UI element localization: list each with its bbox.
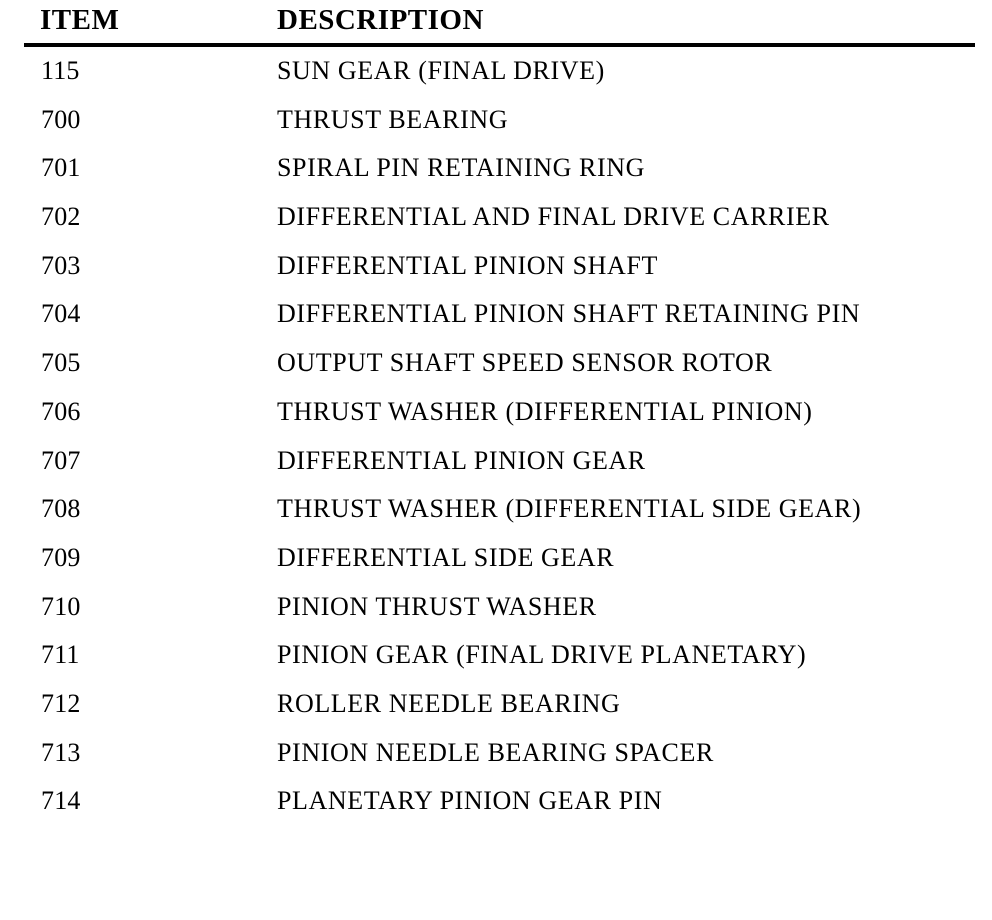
table-row bbox=[0, 584, 992, 633]
item-number: 700 bbox=[41, 104, 81, 134]
table-row bbox=[0, 632, 992, 681]
item-description: DIFFERENTIAL SIDE GEAR bbox=[277, 542, 615, 572]
item-description: DIFFERENTIAL AND FINAL DRIVE CARRIER bbox=[277, 202, 830, 232]
item-description: PINION NEEDLE BEARING SPACER bbox=[277, 737, 714, 767]
table-row bbox=[0, 194, 992, 243]
item-number: 707 bbox=[41, 445, 81, 475]
table-row bbox=[0, 389, 992, 438]
table-row bbox=[0, 145, 992, 194]
item-number: 702 bbox=[41, 202, 81, 232]
table-row bbox=[0, 243, 992, 292]
table-row bbox=[0, 291, 992, 340]
item-description: THRUST WASHER (DIFFERENTIAL PINION) bbox=[277, 396, 813, 426]
item-description: THRUST BEARING bbox=[277, 104, 509, 134]
item-number: 714 bbox=[41, 786, 81, 816]
item-number: 712 bbox=[41, 688, 81, 718]
table-row bbox=[0, 778, 992, 827]
item-number: 706 bbox=[41, 396, 81, 426]
table-row bbox=[0, 438, 992, 487]
table-row bbox=[0, 48, 992, 97]
item-description: PLANETARY PINION GEAR PIN bbox=[277, 786, 663, 816]
item-number: 115 bbox=[41, 56, 80, 85]
item-number: 709 bbox=[41, 542, 81, 572]
table-row bbox=[0, 681, 992, 730]
item-description: DIFFERENTIAL PINION GEAR bbox=[277, 445, 646, 475]
column-header-description: DESCRIPTION bbox=[277, 4, 484, 36]
item-description: OUTPUT SHAFT SPEED SENSOR ROTOR bbox=[277, 348, 773, 378]
header-divider bbox=[24, 43, 975, 47]
item-description: SPIRAL PIN RETAINING RING bbox=[277, 153, 646, 183]
item-number: 703 bbox=[41, 250, 81, 280]
table-header-row bbox=[0, 0, 992, 44]
item-number: 708 bbox=[41, 494, 81, 524]
table-row bbox=[0, 97, 992, 146]
table-row bbox=[0, 340, 992, 389]
table-row bbox=[0, 535, 992, 584]
item-description: PINION THRUST WASHER bbox=[277, 591, 597, 621]
item-description: DIFFERENTIAL PINION SHAFT bbox=[277, 250, 658, 280]
item-number: 704 bbox=[41, 299, 81, 329]
item-description: ROLLER NEEDLE BEARING bbox=[277, 688, 621, 718]
column-header-item: ITEM bbox=[40, 4, 120, 36]
item-number: 710 bbox=[41, 591, 81, 621]
item-description: DIFFERENTIAL PINION SHAFT RETAINING PIN bbox=[277, 299, 861, 329]
table-row bbox=[0, 730, 992, 779]
item-description: PINION GEAR (FINAL DRIVE PLANETARY) bbox=[277, 640, 807, 670]
item-number: 705 bbox=[41, 348, 81, 378]
table-body bbox=[0, 48, 992, 827]
item-number: 701 bbox=[41, 153, 81, 183]
item-number: 711 bbox=[41, 640, 80, 670]
table-row bbox=[0, 486, 992, 535]
item-description: THRUST WASHER (DIFFERENTIAL SIDE GEAR) bbox=[277, 494, 862, 524]
item-number: 713 bbox=[41, 737, 81, 767]
item-description: SUN GEAR (FINAL DRIVE) bbox=[277, 56, 605, 85]
